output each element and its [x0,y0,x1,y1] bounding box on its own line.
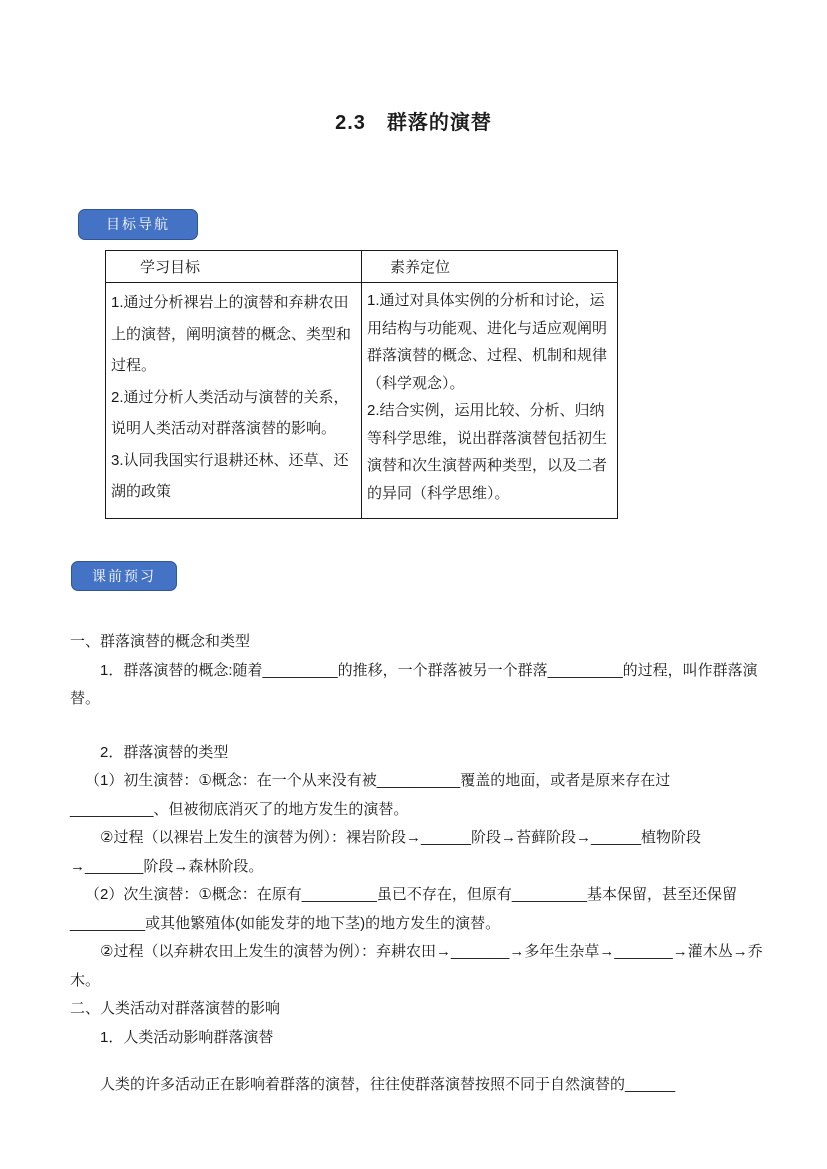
primary-succession-concept: （1）初生演替：①概念：在一个从来没有被__________覆盖的地面，或者是原来存在过__________、但被彻底消灭了的地方发生的演替。 [70,772,671,818]
concept-definition-line: 1．群落演替的概念:随着_________的推移，一个群落被另一个群落_________的过程，叫作群落演替。 [70,661,758,707]
section-1-heading: 一、群落演替的概念和类型 [70,633,251,650]
page-title: 2.3 群落的演替 [335,112,492,134]
column-header-competency-positioning: 素养定位 [362,251,618,283]
secondary-succession-process: ②过程（以弃耕农田上发生的演替为例）：弃耕农田→_______→多年生杂草→_______→灌木丛→乔木。 [70,943,763,989]
competency-item: 2.结合实例，运用比较、分析、归纳等科学思维，说出群落演替包括初生演替和次生演替两种类型，以及二者的异同（科学思维）。 [367,402,608,502]
primary-succession-process: ②过程（以裸岩上发生的演替为例）：裸岩阶段→______阶段→苔藓阶段→______植物阶段→_______阶段→森林阶段。 [70,829,702,875]
secondary-succession-concept: （2）次生演替：①概念：在原有_________虽已不存在，但原有_________基本保留，甚至还保留_________或其他繁殖体(如能发芽的地下茎)的地方发生的演替。 [70,886,737,932]
pre-class-preview-badge: 课前预习 [71,561,177,591]
objective-item: 3.认同我国实行退耕还林、还草、还湖的政策 [111,451,349,500]
objectives-table [105,250,618,519]
competency-item: 1.通过对具体实例的分析和讨论，运用结构与功能观、进化与适应观阐明群落演替的概念、过程、机制和规律（科学观念）。 [367,292,608,392]
objective-item: 2.通过分析人类活动与演替的关系，说明人类活动对群落演替的影响。 [111,388,349,437]
human-activity-paragraph: 人类的许多活动正在影响着群落的演替，往往使群落演替按照不同于自然演替的______ [100,1076,676,1093]
preview-content [70,628,764,1100]
section-2-heading: 二、人类活动对群落演替的影响 [70,1000,281,1017]
table-header-row [106,251,618,283]
column-header-learning-objectives: 学习目标 [106,251,362,283]
succession-types-line: 2．群落演替的类型 [100,743,229,761]
human-activity-subheading: 1．人类活动影响群落演替 [100,1028,274,1046]
competency-positioning-cell [362,283,618,519]
table-body-row [106,283,618,519]
goal-navigation-badge: 目标导航 [78,209,198,240]
objective-item: 1.通过分析裸岩上的演替和弃耕农田上的演替，阐明演替的概念、类型和过程。 [111,294,352,374]
learning-objectives-cell [106,283,362,519]
